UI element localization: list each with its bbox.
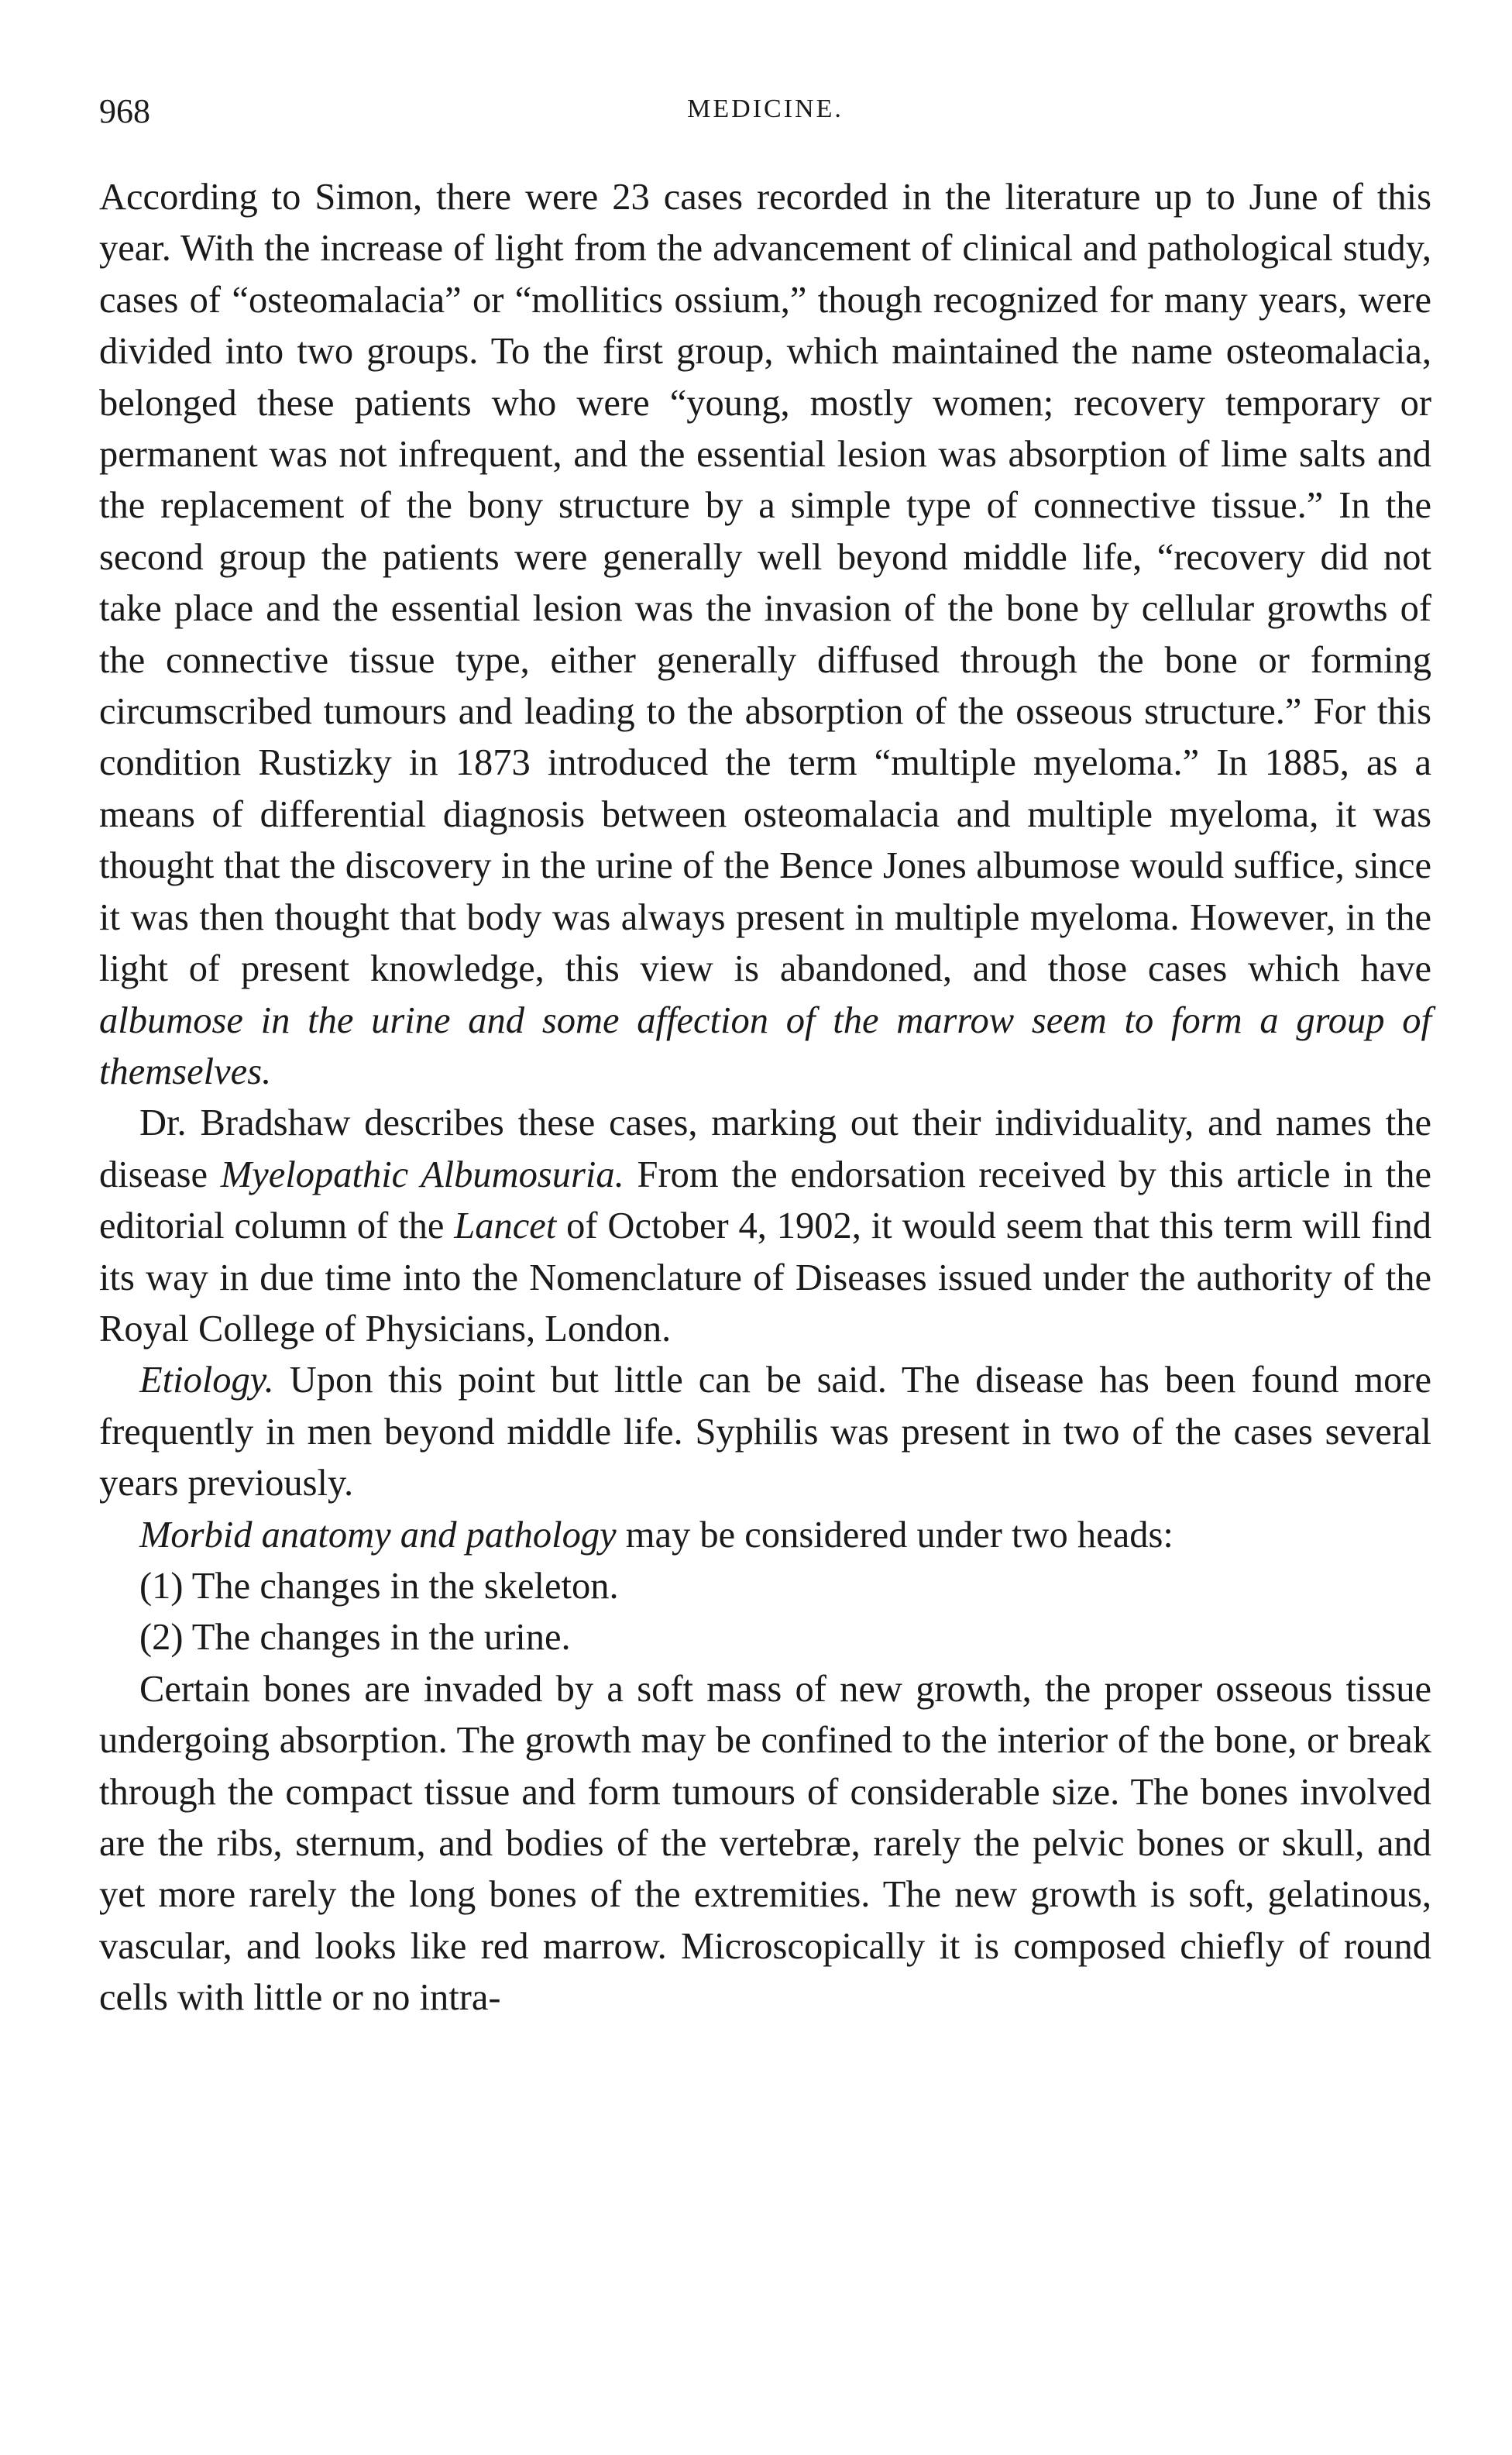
list-item: (2) The changes in the urine.: [139, 1617, 571, 1659]
paragraph-text: From the endorsation received by this article in the editorial column of the: [99, 1154, 1431, 1247]
paragraph-simon-literature: [99, 172, 1431, 1098]
page-number: 968: [99, 92, 150, 130]
list-item: (1) The changes in the skeleton.: [139, 1565, 619, 1607]
paragraph-bone-changes: [99, 1664, 1431, 2024]
body-text: [99, 172, 1431, 2024]
paragraph-text: Certain bones are invaded by a soft mass of new growth, the proper osseous tissue undergoing absorption. The growth may be confined to the interior of the bone, or break through the compact tissue and form tumours of considerable size. The bones involved are the ribs, sternum, and bodies of the vertebræ, rarely the pelvic bones or skull, and yet more rarely the long bones of the extremities. The new growth is soft, gelatinous, vascular, and looks like red marrow. Microscopically it is composed chiefly of round cells with little or no intra-: [99, 1668, 1431, 2019]
paragraph-text: According to Simon, there were 23 cases recorded in the literature up to June of this year. With the increase of light from the advancement of clinical and pathological study, cases of “osteomalacia” or “mollitics ossium,” though recognized for many years, were divided into two groups. To the first group, which maintained the name osteomalacia, belonged these patients who were “young, mostly women; recovery temporary or permanent was not infrequent, and the essential lesion was absorption of lime salts and the replacement of the bony structure by a simple type of connective tissue.” In the second group the patients were generally well beyond middle life, “recovery did not take place and the essential lesion was the invasion of the bone by cellular growths of the connective tissue type, either generally diffused through the bone or forming circumscribed tumours and leading to the absorption of the osseous structure.” For this condition Rustizky in 1873 introduced the term “multiple myeloma.” In 1885, as a means of differential diagnosis between osteomalacia and multiple myeloma, it was thought that the discovery in the urine of the Bence Jones albumose would suffice, since it was then thought that body was always present in multiple myeloma. However, in the light of present knowledge, this view is abandoned, and those cases which have: [99, 177, 1431, 990]
italic-phrase: albumose in the urine and some affection of the marrow seem to form a group of themselves.: [99, 999, 1431, 1092]
journal-name: Lancet: [454, 1205, 557, 1247]
running-title: MEDICINE.: [687, 95, 844, 123]
section-heading-morbid-anatomy: Morbid anatomy and pathology: [139, 1514, 617, 1556]
paragraph-text: Upon this point but little can be said. The disease has been found more frequently in men beyond middle life. Syphilis was present in two of the cases several years previously.: [99, 1360, 1431, 1504]
disease-name: Myelopathic Albumosuria.: [220, 1154, 624, 1195]
paragraph-bradshaw: [99, 1098, 1431, 1355]
paragraph-text: of October 4, 1902, it would seem that this term will find its way in due time into the Nomenclature of Diseases issued under the authority of the Royal College of Physicians, London.: [99, 1205, 1431, 1350]
section-heading-etiology: Etiology.: [139, 1360, 274, 1401]
paragraph-text: may be considered under two heads:: [616, 1514, 1174, 1556]
paragraph-morbid-anatomy: [99, 1510, 1431, 1561]
paragraph-text: Dr. Bradshaw describes these cases, marking out their individuality, and names the disease: [99, 1102, 1431, 1195]
paragraph-etiology: [99, 1355, 1431, 1509]
running-head: [99, 91, 1431, 138]
